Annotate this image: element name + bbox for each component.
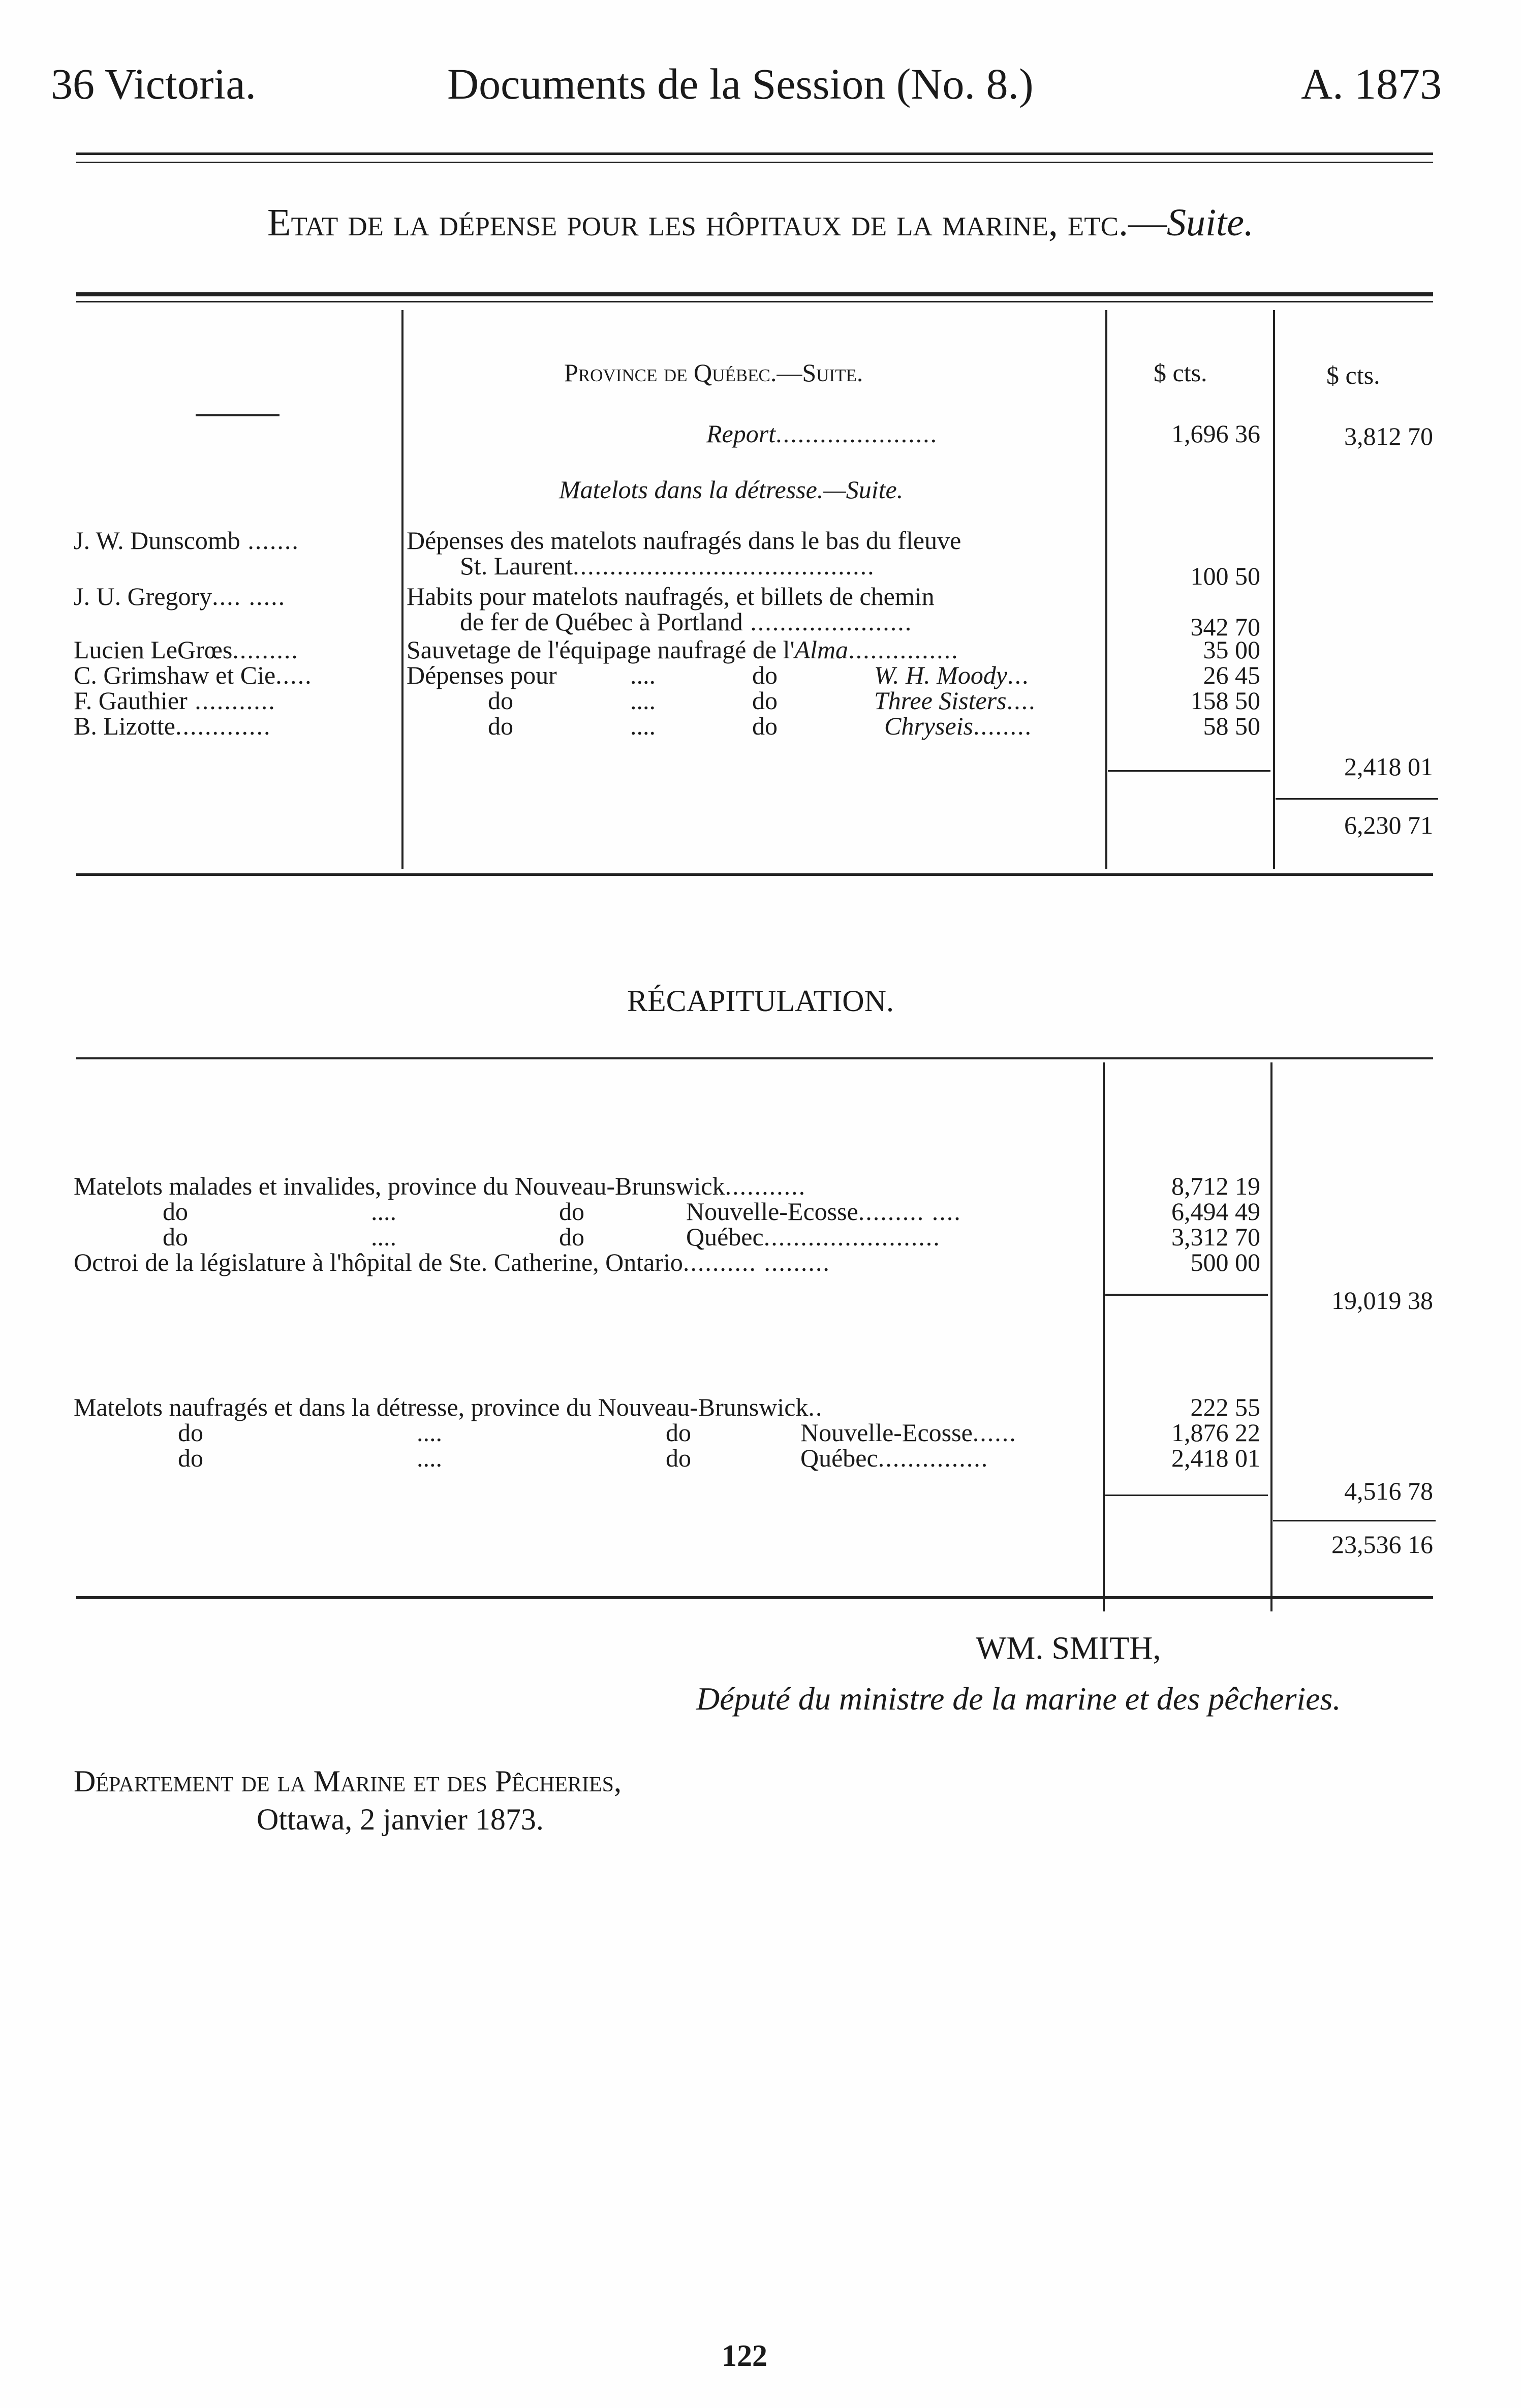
- recap-rule-bottom: [76, 1596, 1433, 1599]
- recap-divider-amount: [1270, 1062, 1272, 1611]
- row-do: do: [752, 686, 778, 715]
- page-title: [0, 201, 1521, 245]
- recap-dots: ....: [371, 1223, 396, 1251]
- recap-amount: 6,494 49: [1171, 1197, 1260, 1226]
- row-dots: ....: [630, 661, 656, 689]
- table-divider-amount: [1273, 310, 1275, 869]
- recap-do: do: [163, 1197, 188, 1226]
- recap-amount: 3,312 70: [1171, 1223, 1260, 1251]
- row-amount: 100 50: [1190, 562, 1260, 590]
- col-header-amount: $ cts.: [1154, 358, 1207, 387]
- recap-do: do: [559, 1197, 584, 1226]
- recap-grand-total: 23,536 16: [1331, 1530, 1433, 1559]
- section-heading: Province de Québec.—Suite.: [564, 358, 863, 387]
- row-name: J. U. Gregory.... .....: [74, 582, 286, 611]
- page-number: 122: [722, 2339, 767, 2372]
- row-name: J. W. Dunscomb .......: [74, 526, 299, 555]
- header-year: A. 1873: [1301, 59, 1442, 108]
- recap-dots: ....: [371, 1197, 396, 1226]
- row-desc: do: [488, 712, 513, 740]
- row-do: do: [752, 712, 778, 740]
- recap-amount: 8,712 19: [1171, 1172, 1260, 1200]
- recap-subtotal-rule: [1105, 1294, 1268, 1296]
- row-name: Lucien LeGrœs.........: [74, 635, 299, 664]
- recap-do: do: [559, 1223, 584, 1251]
- row-desc: Dépenses des matelots naufragés dans le bas du fleuve: [407, 526, 961, 555]
- recap-dots: ....: [417, 1418, 442, 1447]
- recap-do: do: [666, 1444, 691, 1472]
- department-name: Département de la Marine et des Pêcheries,: [74, 1764, 622, 1798]
- title-suffix: Suite.: [1166, 201, 1254, 244]
- recap-do: do: [666, 1418, 691, 1447]
- recap-divider-desc: [1103, 1062, 1105, 1611]
- report-value: 1,696 36: [1171, 419, 1260, 448]
- signature-name: WM. SMITH,: [976, 1630, 1161, 1666]
- recap-amount: 2,418 01: [1171, 1444, 1260, 1472]
- row-name: F. Gauthier ...........: [74, 686, 276, 715]
- recap-amount: 500 00: [1190, 1248, 1260, 1276]
- recap-group1-total: 19,019 38: [1331, 1286, 1433, 1315]
- row-desc: Sauvetage de l'équipage naufragé de l'Alma...............: [407, 635, 959, 664]
- table-divider-name: [401, 310, 403, 869]
- recap-title: RÉCAPITULATION.: [627, 984, 894, 1018]
- recap-do: do: [178, 1418, 203, 1447]
- row-amount: 158 50: [1190, 686, 1260, 715]
- total-rule: [1276, 798, 1438, 800]
- header-rule-top: [76, 153, 1433, 155]
- recap-subtotal2-rule: [1105, 1495, 1268, 1496]
- dash-mark: [196, 414, 280, 416]
- row-desc-cont: de fer de Québec à Portland ......................: [460, 607, 913, 636]
- row-amount: 342 70: [1190, 613, 1260, 641]
- recap-row: Québec...............: [800, 1444, 989, 1472]
- recap-row: Matelots malades et invalides, province du Nouveau-Brunswick...........: [74, 1172, 806, 1200]
- row-name: B. Lizotte.............: [74, 712, 271, 740]
- row-name: C. Grimshaw et Cie.....: [74, 661, 313, 689]
- col-header-total: $ cts.: [1326, 361, 1380, 389]
- row-desc: Habits pour matelots naufragés, et billets de chemin: [407, 582, 935, 611]
- recap-total-rule: [1273, 1520, 1436, 1521]
- subtotal-rule: [1108, 770, 1270, 772]
- subsection-heading: Matelots dans la détresse.—Suite.: [559, 475, 904, 504]
- header-rule-bottom: [76, 162, 1433, 163]
- row-ship: W. H. Moody...: [874, 661, 1030, 689]
- recap-dots: ....: [417, 1444, 442, 1472]
- recap-do: do: [163, 1223, 188, 1251]
- table-rule-top2: [76, 301, 1433, 302]
- recap-rule-top: [76, 1057, 1433, 1059]
- row-ship: Chryseis........: [884, 712, 1032, 740]
- report-label: Report......................: [706, 419, 938, 448]
- row-dots: ....: [630, 686, 656, 715]
- row-desc-cont: St. Laurent.........................................: [460, 552, 875, 580]
- table-divider-desc: [1105, 310, 1107, 869]
- row-desc: Dépenses pour: [407, 661, 557, 689]
- row-amount: 35 00: [1203, 635, 1260, 664]
- recap-amount: 222 55: [1190, 1393, 1260, 1421]
- header-document-title: Documents de la Session (No. 8.): [447, 59, 1034, 108]
- recap-row: Nouvelle-Ecosse......... ....: [686, 1197, 961, 1226]
- table-rule-bottom: [76, 873, 1433, 876]
- row-dots: ....: [630, 712, 656, 740]
- total: 6,230 71: [1344, 811, 1433, 839]
- report-total: 3,812 70: [1344, 422, 1433, 450]
- row-do: do: [752, 661, 778, 689]
- recap-do: do: [178, 1444, 203, 1472]
- row-ship: Three Sisters....: [874, 686, 1036, 715]
- recap-row: Québec........................: [686, 1223, 941, 1251]
- header-session: 36 Victoria.: [51, 59, 257, 108]
- table-rule-top: [76, 292, 1433, 296]
- recap-row: Matelots naufragés et dans la détresse, province du Nouveau-Brunswick..: [74, 1393, 823, 1421]
- subtotal: 2,418 01: [1344, 752, 1433, 781]
- row-amount: 26 45: [1203, 661, 1260, 689]
- recap-group2-total: 4,516 78: [1344, 1477, 1433, 1505]
- place-date: Ottawa, 2 janvier 1873.: [257, 1803, 544, 1836]
- row-amount: 58 50: [1203, 712, 1260, 740]
- title-main: Etat de la dépense pour les hôpitaux de la marine, etc.—: [267, 201, 1167, 244]
- signature-role: Député du ministre de la marine et des pêcheries.: [696, 1681, 1341, 1717]
- row-desc: do: [488, 686, 513, 715]
- recap-row: Nouvelle-Ecosse......: [800, 1418, 1017, 1447]
- recap-row: Octroi de la législature à l'hôpital de Ste. Catherine, Ontario.......... .........: [74, 1248, 830, 1276]
- recap-amount: 1,876 22: [1171, 1418, 1260, 1447]
